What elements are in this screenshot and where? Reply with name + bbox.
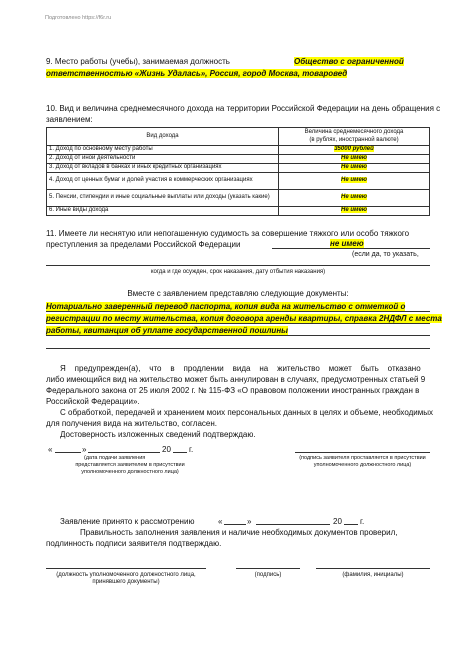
income-value: Не имею [341,164,367,171]
warning-p1-line3: Федерального закона от 25 июля 2002 г. № 115-ФЗ «О правовом положении иностранных граждан в [46,386,420,395]
accept-note-signature: (подпись) [254,572,282,578]
income-value: 35000 рублей [334,146,374,153]
income-col-value-header [279,128,430,146]
income-col-value-header-line1: Величина среднемесячного дохода [304,129,404,135]
income-row [47,146,430,155]
accept-note-name: (фамилия, инициалы) [342,572,404,578]
accept-p-line2: подлинность подписи заявителя подтверждаю. [46,539,222,548]
accept-date-close: » [247,517,252,526]
accept-p-line1: Правильность заполнения заявления и наличие необходимых документов проверил, [80,528,398,537]
income-row [47,207,430,216]
sign1-year-suffix: г. [189,445,194,454]
warning-p3: Достоверность изложенных сведений подтверждаю. [60,430,256,439]
sign1-sig-note1: (подпись заявителя проставляется в присутствии [299,455,426,461]
item9-value-line2: ответственностью «Жизнь Удалась», Россия, город Москва, товаровед [46,69,348,78]
income-value: Не имею [341,155,367,162]
income-type: 3. Доход от вкладов в банках и иных кредитных организациях [47,164,279,173]
income-type: 2. Доход от иной деятельности [47,155,279,164]
accept-label: Заявление принято к рассмотрению [60,517,195,526]
watermark: Подготовлено https://f6r.ru [45,15,112,21]
income-row [47,190,430,207]
sign1-sig-note2: уполномоченного должностного лица) [313,462,412,468]
sign1-date-note1: (дата подачи заявления [84,455,146,461]
income-value: Не имею [341,207,367,214]
income-value: Не имею [341,177,367,184]
income-type: 6. Иные виды дохода [47,207,279,216]
item9-label: 9. Место работы (учебы), занимаемая должность [46,57,230,66]
item11-value: не имею [330,239,364,248]
income-type: 5. Пенсии, стипендии и иные социальные выплаты или доходы (указать какие) [47,190,279,207]
accept-note-official2: принявшего документы) [92,579,160,585]
warning-p2-line2: для получения вида на жительство, согласен. [46,419,217,428]
item11-note-under: когда и где осужден, срок наказания, дату отбытия наказания) [150,269,326,275]
accept-note-official1: (должность уполномоченного должностного лица, [56,572,196,578]
warning-p1-line1: Я предупрежден(а), что в продлении вида на жительство может быть отказано [60,364,421,373]
attachments-line1: Нотариально заверенный перевод паспорта, копия вида на жительство с отметкой о [46,302,406,311]
sign1-date-close: » [82,445,87,454]
attachments-line3: работы, квитанция об уплате государственной пошлины [46,326,288,335]
warning-p2-line1: С обработкой, передачей и хранением моих персональных данных в целях и объеме, необходимых [60,408,433,417]
item9-value-line1: Общество с ограниченной [294,57,404,66]
income-table [46,127,430,216]
attachments-line2: регистрации по месту жительства, копия договора аренды квартиры, справка 2НДФЛ с места [46,314,442,323]
sign1-date-note2: представляется заявителем в присутствии [75,462,185,468]
warning-p1-line2: либо имеющийся вид на жительство может быть аннулирован в случаях, предусмотренных статьей 9 [46,375,426,384]
income-type: 1. Доход по основному месту работы [47,146,279,155]
income-col-value-header-line2: (в рублях, иностранной валюте) [309,136,399,143]
attachments-label: Вместе с заявлением представляю следующие документы: [127,289,349,298]
accept-year-suffix: г. [360,517,365,526]
sign1-date-open: « [48,445,53,454]
warning-p1-line4: Российской Федерации». [46,397,140,406]
income-row [47,173,430,190]
item11-line1: 11. Имеете ли неснятую или непогашенную судимость за совершение тяжкого или особо тяжкого [46,229,410,238]
income-value: Не имею [341,194,367,201]
income-col-type-header: Вид дохода [47,128,279,146]
accept-year-prefix: 20 [333,517,342,526]
sign1-year-prefix: 20 [162,445,171,454]
sign1-date-note3: уполномоченного должностного лица) [81,469,179,475]
income-row [47,164,430,173]
accept-date-open: « [218,517,223,526]
item11-line2: преступления за пределами Российской Федерации [46,240,241,249]
income-row [47,155,430,164]
item10-label-line1: 10. Вид и величина среднемесячного дохода на территории Российской Федерации на день обращения с [46,104,441,113]
income-type: 4. Доход от ценных бумаг и долей участия в коммерческих организациях [47,173,279,190]
item11-note-right: (если да, то указать, [352,251,419,258]
item10-label-line2: заявлением: [46,115,93,124]
